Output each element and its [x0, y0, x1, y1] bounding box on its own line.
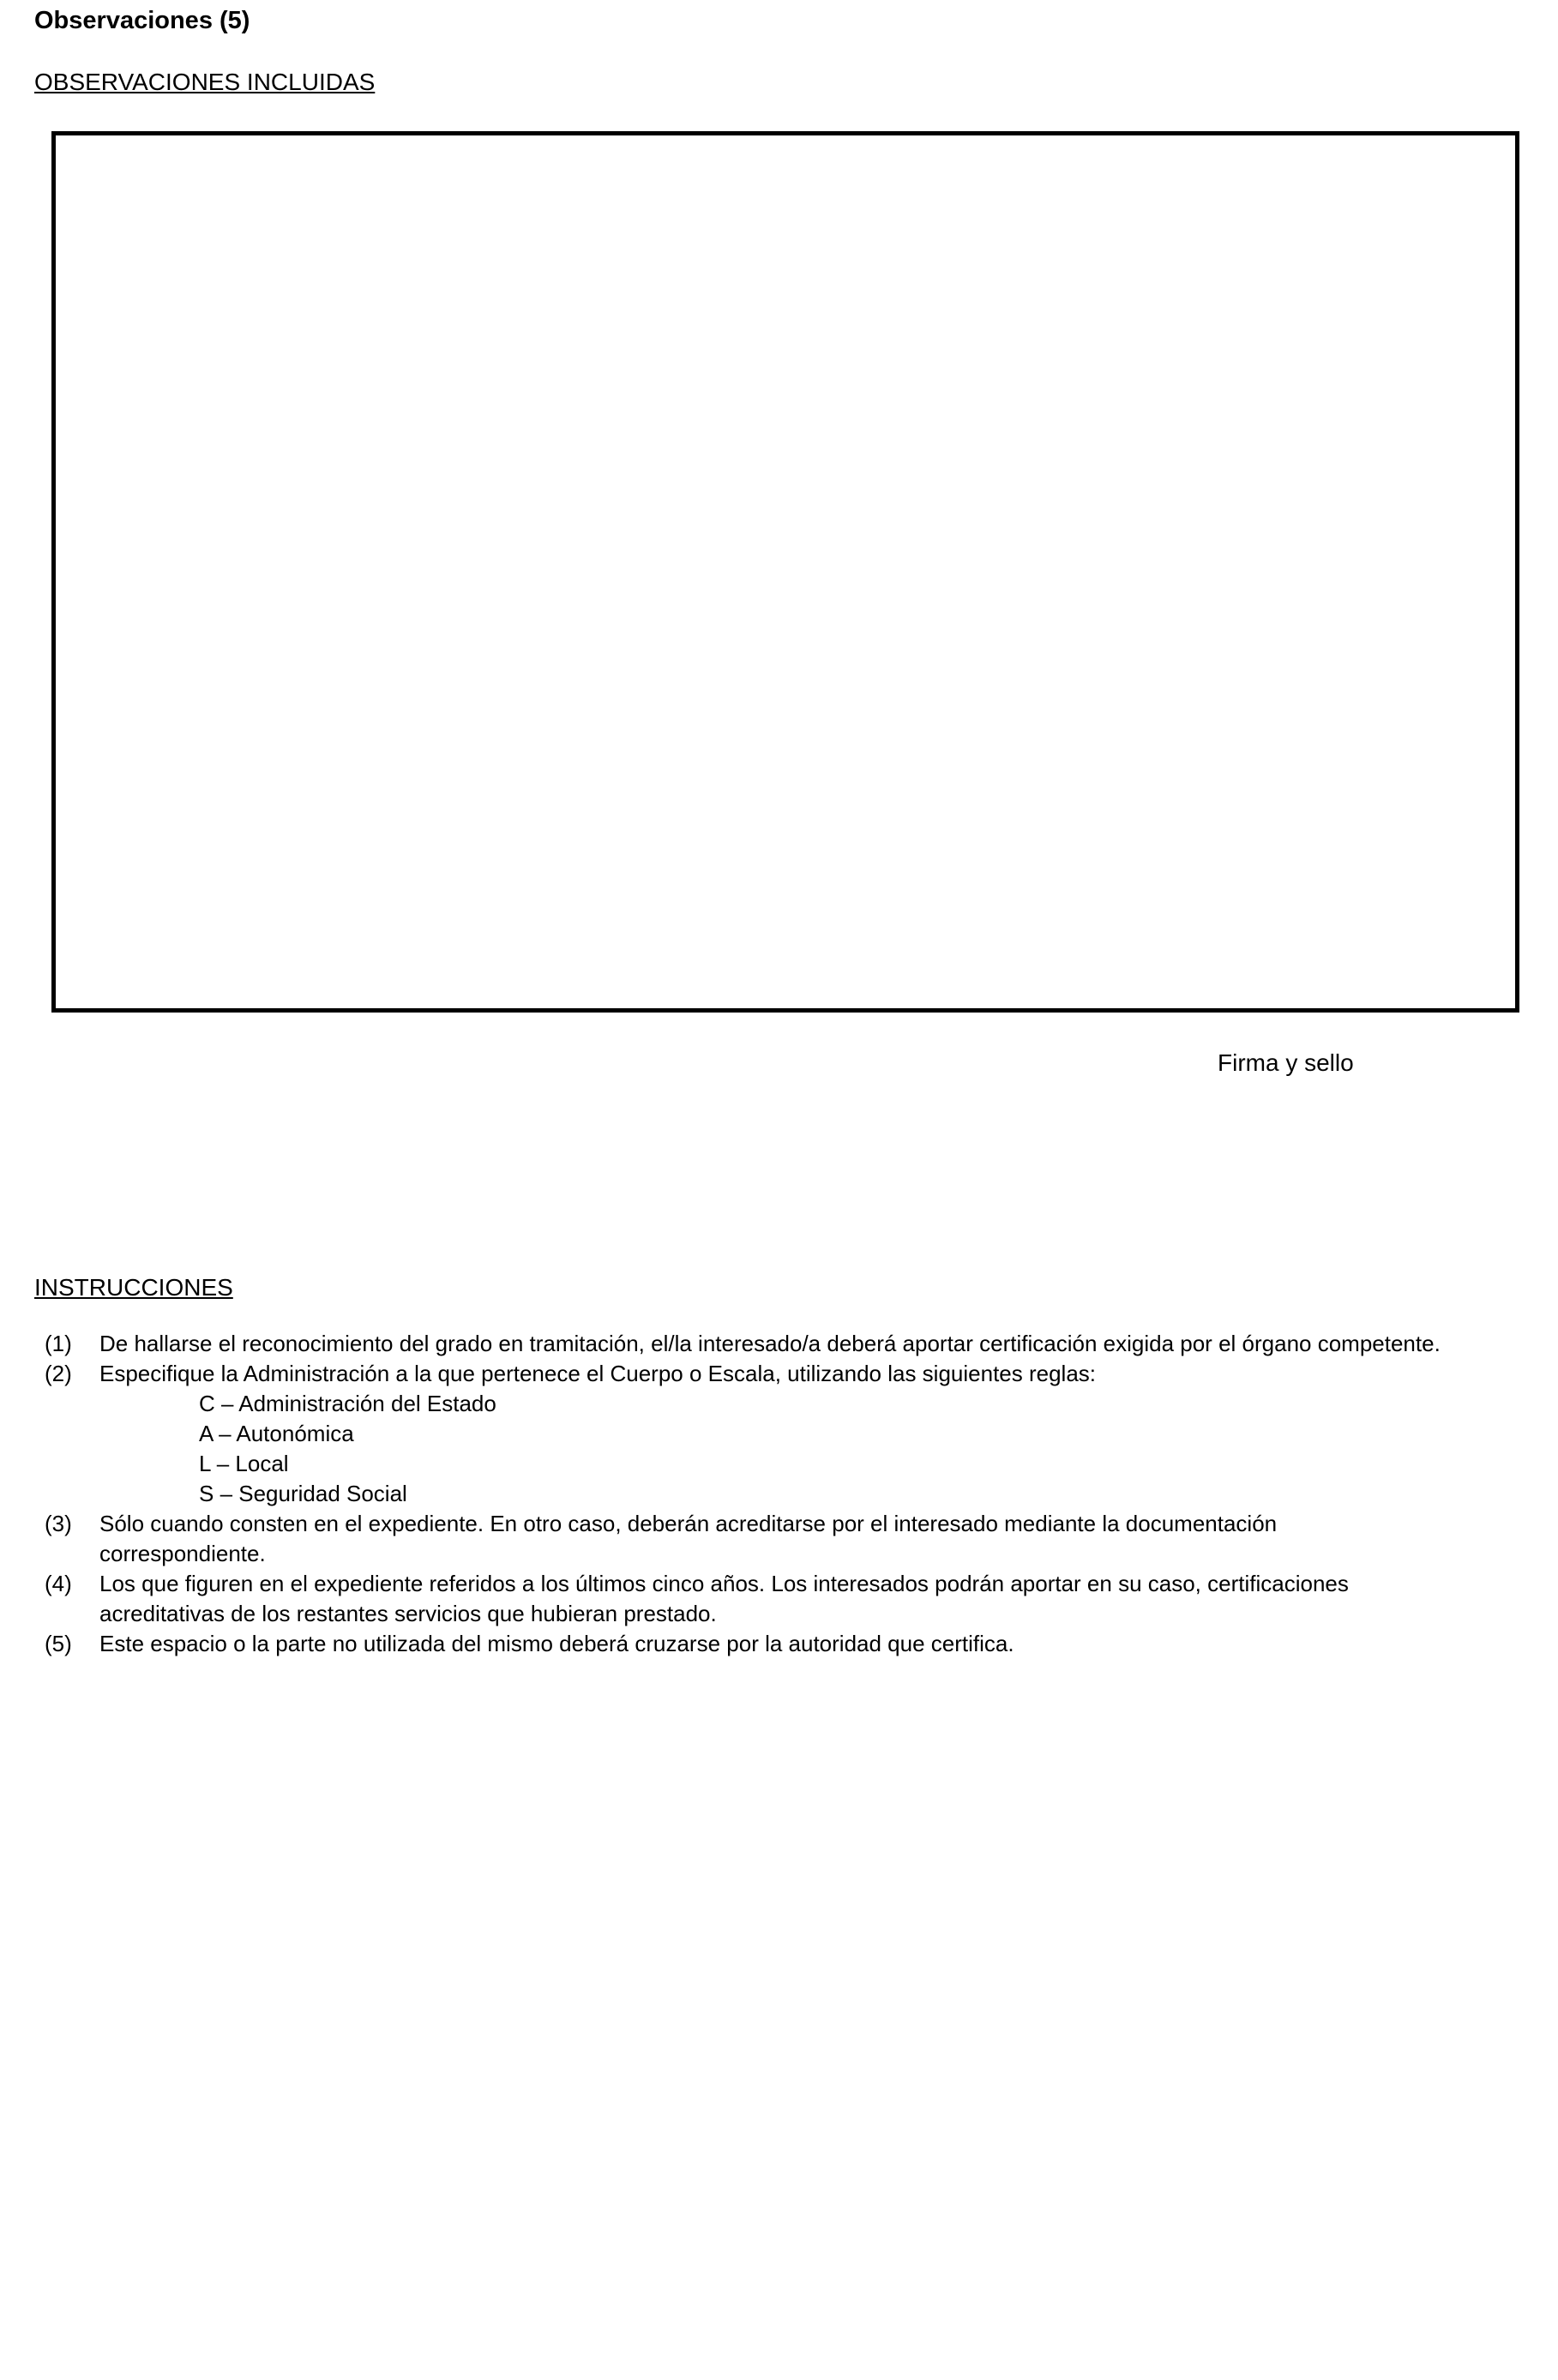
rule-item: A – Autonómica	[199, 1421, 354, 1446]
instruction-number: (1)	[45, 1331, 72, 1356]
observations-box	[51, 131, 1519, 1013]
instruction-text: Especifique la Administración a la que pertenece el Cuerpo o Escala, utilizando las siguientes reglas:	[99, 1361, 1097, 1386]
instruction-item-1	[34, 1329, 1526, 1359]
instruction-item-2	[34, 1359, 1526, 1389]
rule-item: L – Local	[199, 1451, 289, 1476]
instructions-list	[34, 1329, 1526, 1659]
instruction-item-3	[34, 1509, 1526, 1569]
instruction-text: acreditativas de los restantes servicios que hubieran prestado.	[99, 1601, 717, 1626]
instruction-number: (5)	[45, 1631, 72, 1656]
instruction-item-5	[34, 1629, 1526, 1659]
instruction-text: Los que figuren en el expediente referidos a los últimos cinco años. Los interesados podrán aportar en su caso, certificaciones	[99, 1571, 1349, 1596]
rule-item: C – Administración del Estado	[199, 1391, 496, 1416]
instruction-text: De hallarse el reconocimiento del grado en tramitación, el/la interesado/a deberá aportar certificación exigida por el órgano competente.	[99, 1331, 1441, 1356]
included-observations-heading: OBSERVACIONES INCLUIDAS	[34, 69, 376, 95]
administration-rules	[34, 1389, 1526, 1509]
instruction-text: Sólo cuando consten en el expediente. En otro caso, deberán acreditarse por el interesado mediante la documentación	[99, 1511, 1278, 1536]
rule-item: S – Seguridad Social	[199, 1481, 407, 1506]
instruction-text: Este espacio o la parte no utilizada del mismo deberá cruzarse por la autoridad que certifica.	[99, 1631, 1014, 1656]
instructions-heading: INSTRUCCIONES	[34, 1274, 233, 1301]
instruction-number: (3)	[45, 1511, 72, 1536]
section-title: Observaciones (5)	[34, 7, 250, 34]
instruction-item-4	[34, 1569, 1526, 1629]
signature-label: Firma y sello	[1218, 1049, 1354, 1076]
instruction-text: correspondiente.	[99, 1541, 266, 1566]
instruction-number: (4)	[45, 1571, 72, 1596]
instruction-number: (2)	[45, 1361, 72, 1386]
